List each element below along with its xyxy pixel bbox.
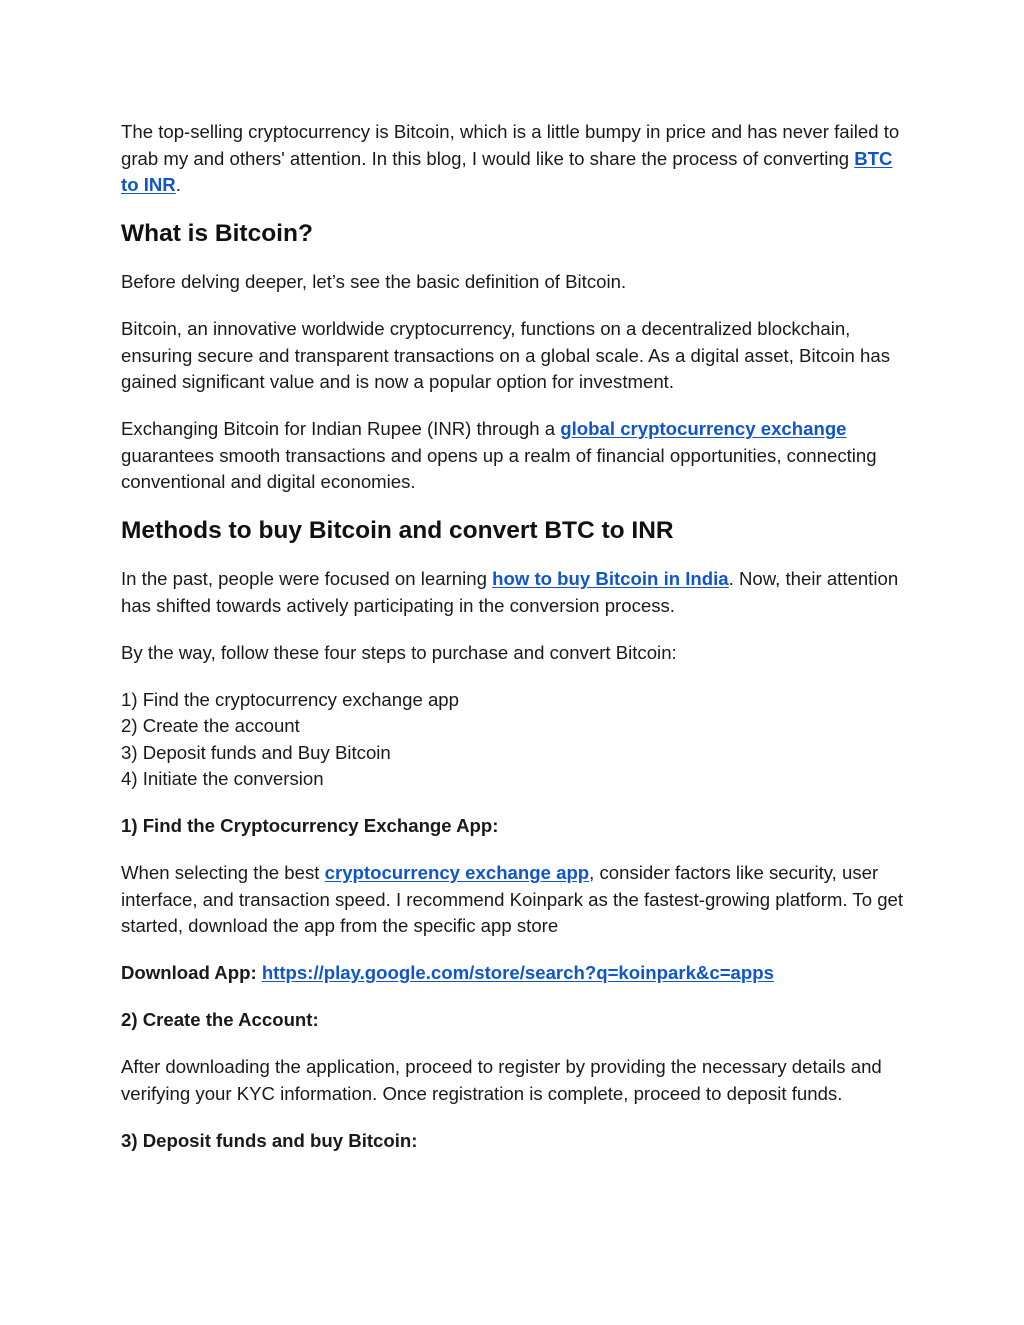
step1-paragraph [121,860,911,940]
download-app-label: Download App: [121,962,262,983]
intro-paragraph [121,119,911,199]
methods-heading: Methods to buy Bitcoin and convert BTC to INR [121,517,674,544]
intro-period: . [175,174,181,195]
past-focus-text-after: . Now, their attention has shifted towards actively participating in the conversion process. [121,568,899,616]
download-app-line [121,960,911,987]
list-item: 4) Initiate the conversion [121,768,324,789]
steps-list [121,687,911,793]
global-exchange-link[interactable]: global cryptocurrency exchange [560,418,847,439]
past-focus-text-before: In the past, people were focused on learning [121,568,493,589]
list-item: 3) Deposit funds and Buy Bitcoin [121,741,391,763]
list-item: 1) Find the cryptocurrency exchange app [121,688,459,710]
bitcoin-description-paragraph: Bitcoin, an innovative worldwide cryptocurrency, functions on a decentralized blockchain, ensuring secure and transparent transactions on a global scale. As a digital asset, Bitcoin has gained significant value and is now a popular option for investment. [121,318,890,392]
intro-text: The top-selling cryptocurrency is Bitcoin, which is a little bumpy in price and has never failed to grab my and others' attention. In this blog, I would like to share the process of converting [121,121,900,169]
what-is-bitcoin-heading: What is Bitcoin? [121,220,313,247]
step1-heading: 1) Find the Cryptocurrency Exchange App: [121,815,499,836]
step3-heading: 3) Deposit funds and buy Bitcoin: [121,1129,418,1151]
four-steps-paragraph: By the way, follow these four steps to purchase and convert Bitcoin: [121,641,677,663]
definition-intro-paragraph: Before delving deeper, let’s see the basic definition of Bitcoin. [121,271,627,292]
crypto-exchange-app-link[interactable]: cryptocurrency exchange app [324,862,590,883]
download-app-link[interactable]: https://play.google.com/store/search?q=koinpark&c=apps [261,962,774,983]
btc-to-inr-link[interactable]: BTC to INR [121,147,893,195]
step2-paragraph: After downloading the application, proceed to register by providing the necessary details and verifying your KYC information. Once registration is complete, proceed to deposit funds. [121,1056,882,1104]
step2-heading: 2) Create the Account: [121,1009,319,1030]
step1-text-before: When selecting the best [121,862,325,883]
list-item: 2) Create the account [121,715,300,736]
past-focus-paragraph [121,566,911,619]
step1-text-after: , consider factors like security, user interface, and transaction speed. I recommend Koinpark as the fastest-growing platform. To get started, download the app from the specific app store [121,862,904,936]
exchange-text-after: guarantees smooth transactions and opens up a realm of financial opportunities, connecting conventional and digital economies. [121,444,877,492]
document-page [121,119,911,1175]
exchange-text-before: Exchanging Bitcoin for Indian Rupee (INR) through a [121,418,561,439]
how-to-buy-bitcoin-link[interactable]: how to buy Bitcoin in India [492,568,729,589]
exchange-paragraph [121,416,911,496]
